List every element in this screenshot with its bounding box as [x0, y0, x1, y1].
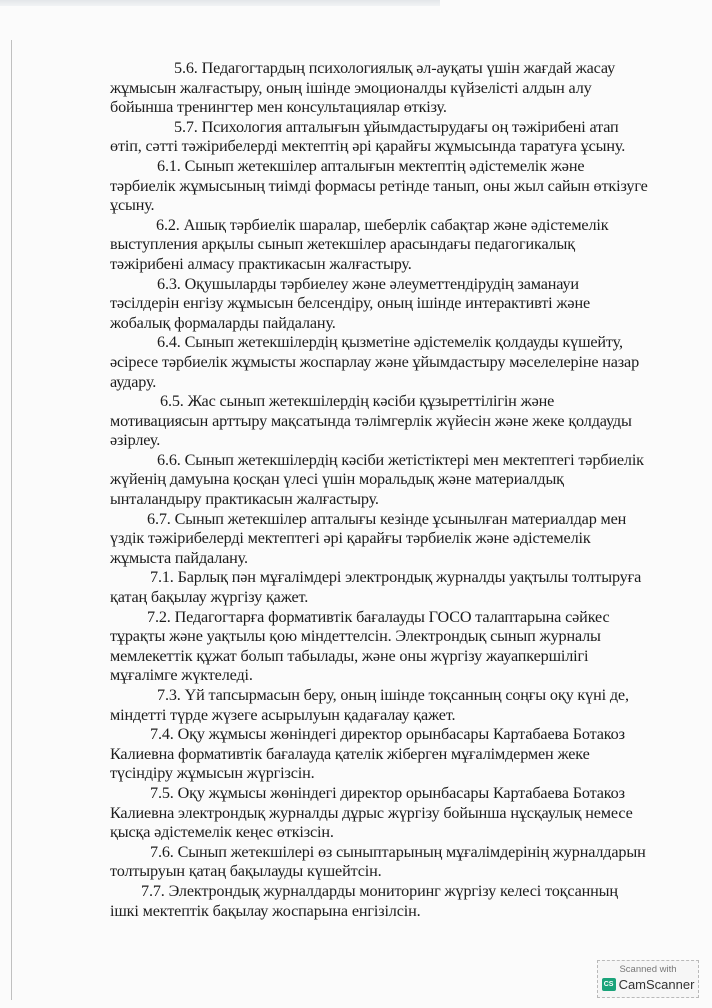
paragraph-6-1: 6.1. Сынып жетекшілер апталығын мектептің әдістемелік және тәрбиелік жұмысының тиімді формасы ретінде танып, оны жыл сайын өткізуге ұсыну. — [110, 156, 648, 215]
paragraph-6-7: 6.7. Сынып жетекшілер апталығы кезінде ұсынылған материалдар мен үздік тәжірибелерді мектептегі әрі қарайғы тәрбиелік және әдістемелік жұмыста пайдалану. — [110, 509, 627, 567]
paragraph-6-3: 6.3. Оқушыларды тәрбиелеу және әлеуметтендірудің заманауи тәсілдерін енгізу жұмысын белсендіру, оның ішінде интерактивті және жобалық формаларды пайдалану. — [110, 274, 590, 332]
paragraph-7-3: 7.3. Үй тапсырмасын беру, оның ішінде тоқсанның соңғы оқу күні де, міндетті түрде жүзеге асырылуын қадағалау қажет. — [110, 686, 629, 724]
watermark-brand: CamScanner — [618, 977, 695, 992]
camscanner-logo-icon: CS — [602, 978, 616, 991]
watermark-brand-row — [598, 977, 698, 992]
paragraph-5-7: 5.7. Психология апталығын ұйымдастырудағы оң тәжірибені атап өтіп, сәтті тәжірибелерді мектептің әрі қарайғы жұмысында таратуға ұсыну. — [110, 117, 626, 156]
camscanner-watermark — [597, 960, 699, 998]
paragraph-7-2: 7.2. Педагогтарға формативтік бағалауды ГОСО талаптарына сәйкес тұрақты және уақтылы қою міндеттелсін. Электрондық сынып журналы мемлекеттік құжат болып табылады, және оны жүргізу жауапкершілігі мұғалімге жүктеледі. — [110, 607, 610, 685]
paragraph-6-6: 6.6. Сынып жетекшілердің кәсіби жетістіктері мен мектептегі тәрбиелік жүйенің дамуына қосқан үлесі үшін моральдық және материалдық ынталандыру практикасын жалғастыру. — [110, 450, 644, 509]
paragraph-5-6: 5.6. Педагогтардың психологиялық әл-ауқаты үшін жағдай жасау жұмысын жалғастыру, оның ішінде эмоционалды күйзелісті алдын алу бойынша тренингтер мен консультациялар өткізу. — [110, 59, 616, 117]
watermark-caption: Scanned with — [619, 964, 677, 975]
paragraph-7-7: 7.7. Электрондық журналдарды мониторинг жүргізу келесі тоқсанның ішкі мектептік бақылау жоспарына енгізілсін. — [110, 881, 618, 920]
paragraph-7-4: 7.4. Оқу жұмысы жөніндегі директор орынбасары Картабаева Ботакоз Калиевна формативтік бағалауда қателік жіберген мұғалімдермен жеке түсіндіру жұмысын жүргізсін. — [110, 725, 625, 783]
document-body — [110, 59, 650, 921]
paragraph-6-2: 6.2. Ашық тәрбиелік шаралар, шеберлік сабақтар және әдістемелік выступления арқылы сынып жетекшілер арасындағы педагогикалық тәжірибені алмасу практикасын жалғастыру. — [110, 215, 609, 273]
scan-top-shadow — [0, 0, 440, 6]
paragraph-7-6: 7.6. Сынып жетекшілері өз сыныптарының мұғалімдерінің журналдарын толтыруын қатаң бақылауды күшейтсін. — [110, 842, 646, 881]
paragraph-6-5: 6.5. Жас сынып жетекшілердің кәсіби құзыреттілігін және мотивациясын арттыру мақсатында тәлімгерлік жүйесін және жеке қолдауды әзірлеу. — [110, 392, 632, 450]
paragraph-7-5: 7.5. Оқу жұмысы жөніндегі директор орынбасары Картабаева Ботакоз Калиевна электрондық журналды дұрыс жүргізу бойынша нұсқаулық немесе қысқа әдістемелік кеңес өткізсін. — [110, 783, 633, 842]
paragraph-7-1: 7.1. Барлық пән мұғалімдері электрондық журналды уақтылы толтыруға қатаң бақылау жүргізу қажет. — [110, 568, 642, 607]
paragraph-6-4: 6.4. Сынып жетекшілердің қызметіне әдістемелік қолдауды күшейту, әсіресе тәрбиелік жұмысты жоспарлау және ұйымдастыру мәселелеріне назар аудару. — [110, 333, 640, 391]
scan-left-edge — [11, 40, 12, 1000]
